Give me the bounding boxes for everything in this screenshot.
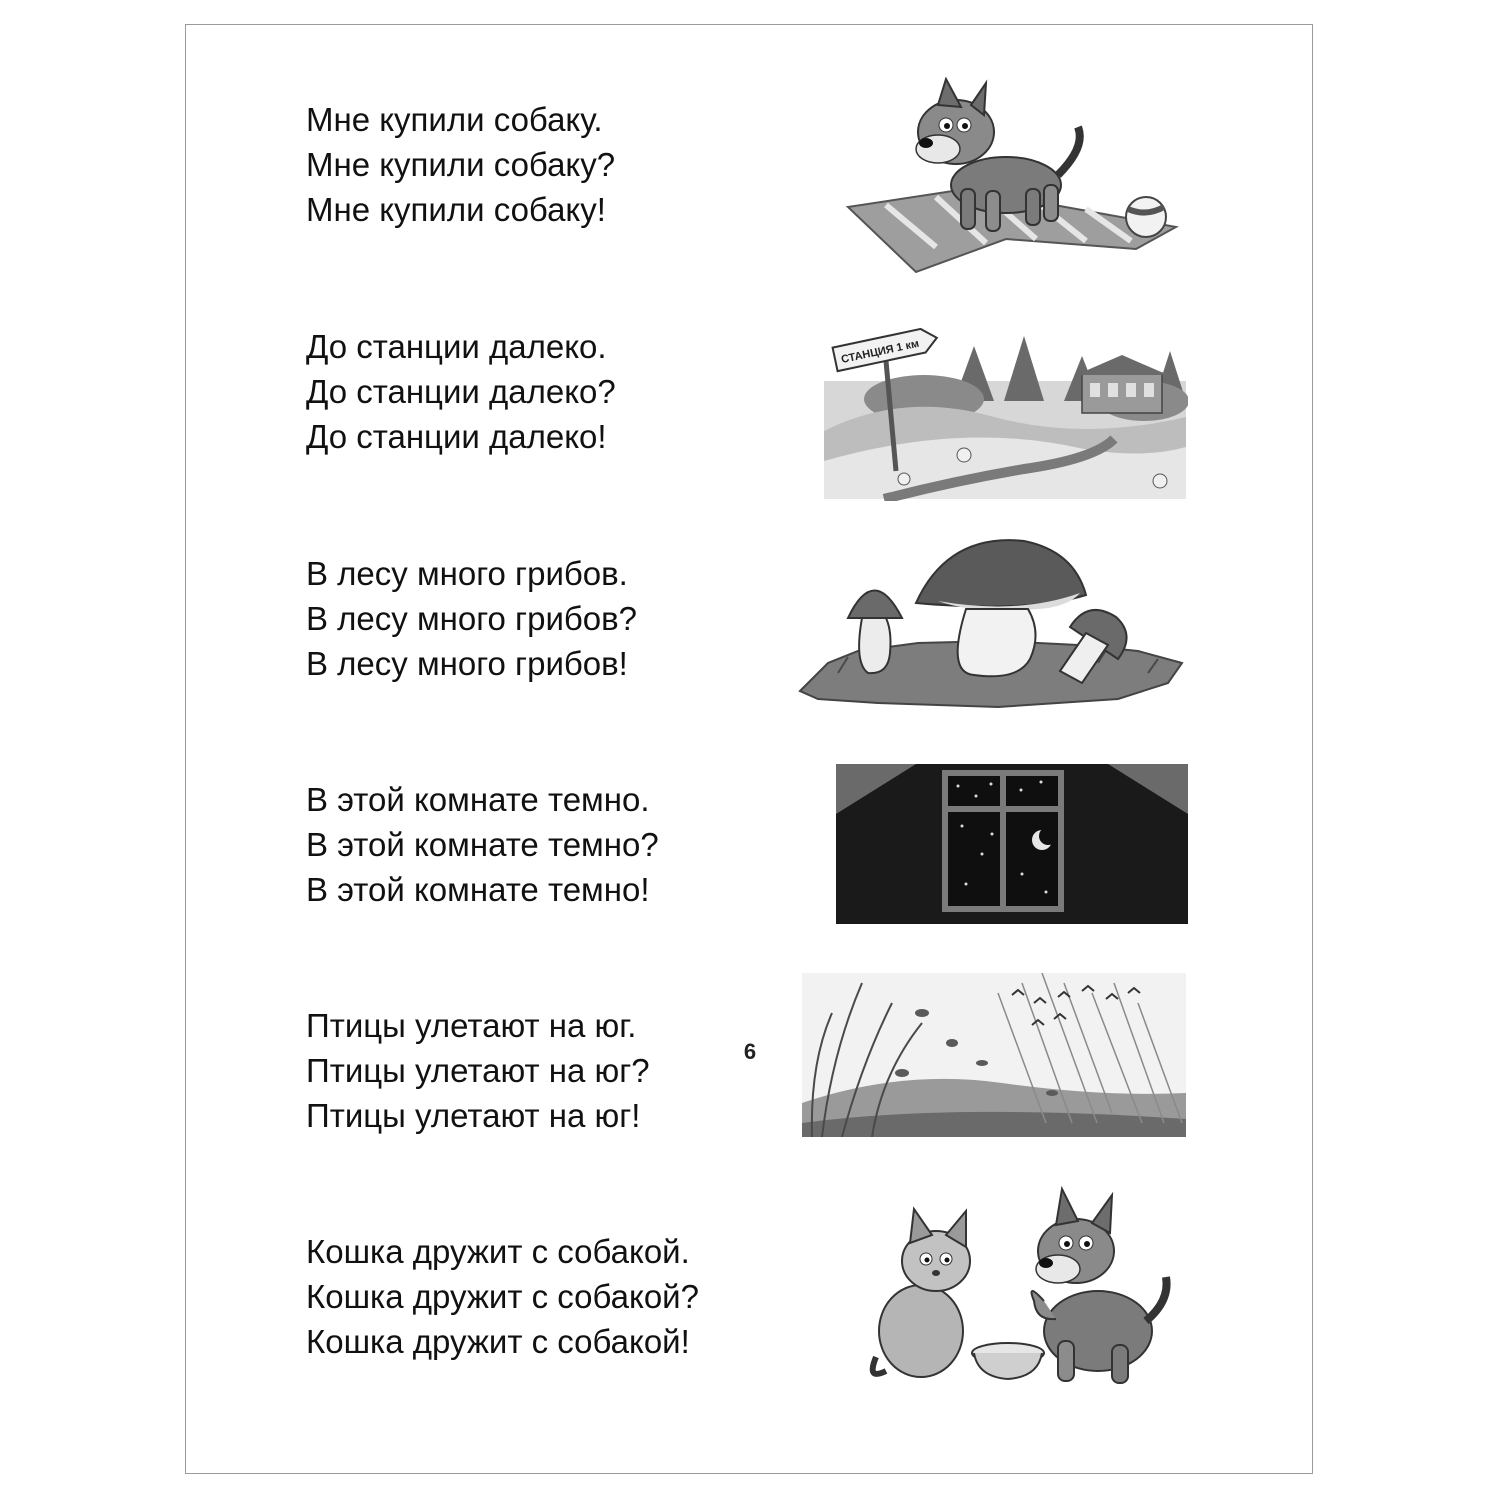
sentence-line: Птицы улетают на юг! [306, 1097, 641, 1134]
mushrooms-picture [798, 523, 1184, 713]
sentence-line: В этой комнате темно? [306, 826, 659, 863]
sentence-line: Кошка дружит с собакой! [306, 1323, 690, 1360]
book-page [185, 24, 1313, 1474]
sentence-line: Мне купили собаку. [306, 101, 603, 138]
sentence-group [306, 97, 826, 232]
sentence-line: В лесу много грибов. [306, 555, 628, 592]
page-number: 6 [743, 1039, 757, 1064]
sentence-line: Мне купили собаку! [306, 191, 606, 228]
station-landscape-picture [824, 321, 1188, 501]
sentence-line: В лесу много грибов? [306, 600, 638, 637]
sentence-line: Кошка дружит с собакой? [306, 1278, 699, 1315]
sentence-line: До станции далеко? [306, 373, 616, 410]
sentence-group [306, 1229, 826, 1364]
sentence-line: В этой комнате темно. [306, 781, 650, 818]
sentence-line: Птицы улетают на юг. [306, 1007, 637, 1044]
sentence-group [306, 1003, 826, 1138]
sentence-line: В этой комнате темно! [306, 871, 650, 908]
sentence-line: Кошка дружит с собакой. [306, 1233, 690, 1270]
sentence-group [306, 551, 826, 686]
station-sign-text: СТАНЦИЯ 1 км [840, 337, 921, 366]
sentence-line: В лесу много грибов! [306, 645, 628, 682]
sentence-line: До станции далеко. [306, 328, 607, 365]
cat-and-dog-picture [866, 1181, 1176, 1391]
dog-on-rug-picture [846, 77, 1186, 277]
sentence-line: Птицы улетают на юг? [306, 1052, 650, 1089]
sentence-line: До станции далеко! [306, 418, 607, 455]
sentence-line: Мне купили собаку? [306, 146, 616, 183]
sentence-group [306, 777, 826, 912]
sentence-group [306, 324, 826, 459]
dark-room-window-picture [836, 764, 1188, 924]
